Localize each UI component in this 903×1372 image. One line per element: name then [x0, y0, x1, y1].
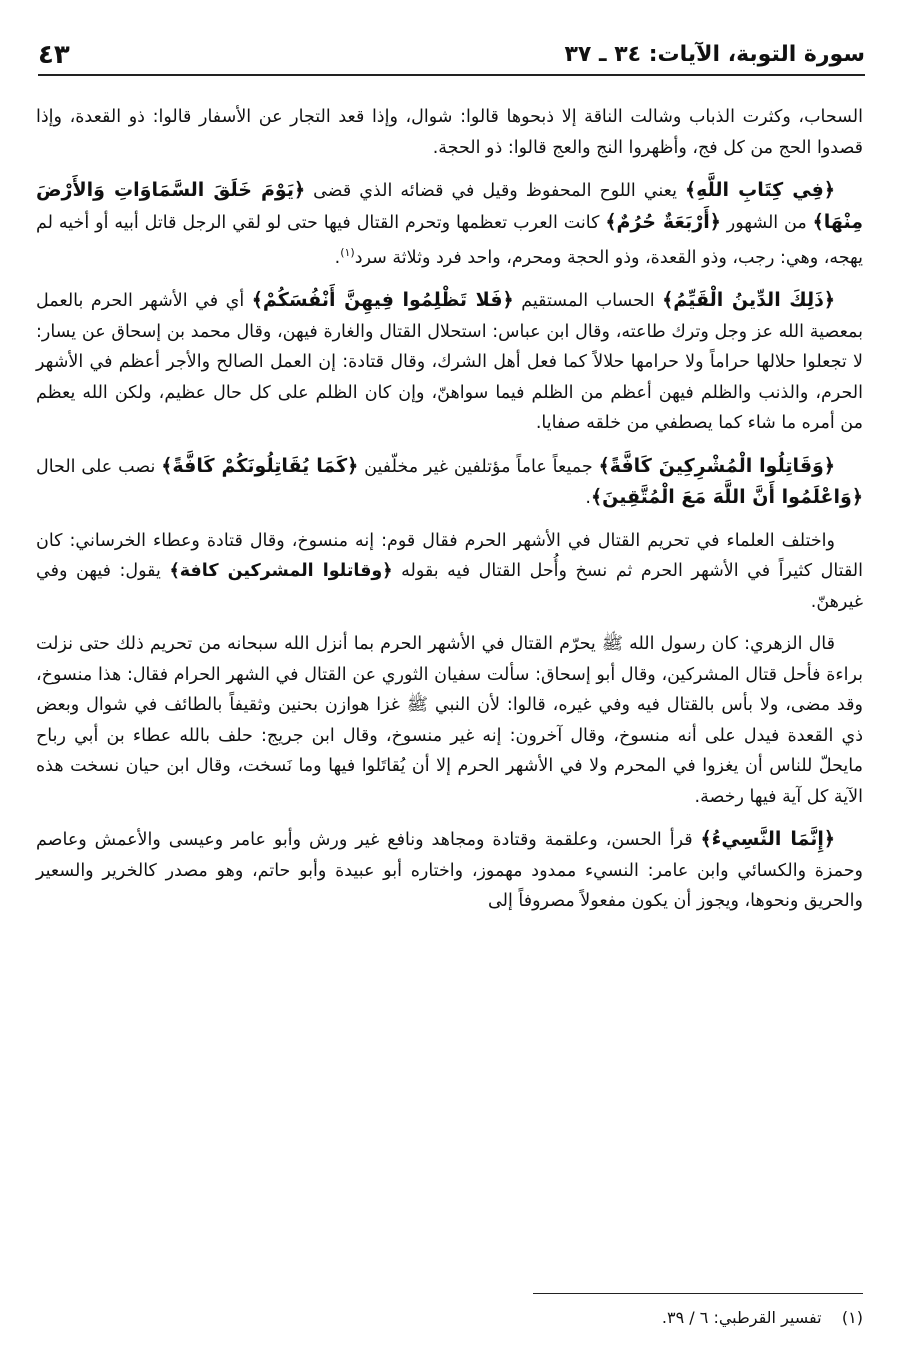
quran-quote: ﴿وَاعْلَمُوا أَنَّ اللَّهَ مَعَ الْمُتَّقِينَ﴾ [590, 486, 863, 509]
paragraph [36, 102, 863, 163]
surah-title: سورة التوبة، الآيات: ٣٤ ـ ٣٧ [564, 42, 865, 67]
paragraph [36, 175, 863, 273]
page-header [38, 42, 865, 76]
text-segment: نصب على الحال [36, 456, 162, 477]
paragraph [36, 629, 863, 812]
text-segment: السحاب، وكثرت الذباب وشالت الناقة إلا ذبحوها قالوا: شوال، وإذا قعد التجار عن الأسفار قالوا: ذو القعدة، وإذا قصدوا الحج من كل فج، وأظهروا النج والعج قالوا: ذو الحجة. [36, 107, 863, 158]
text-segment: . [585, 488, 591, 509]
footnote-text: تفسير القرطبي: ٦ / ٣٩. [661, 1308, 822, 1327]
text-segment: يعني اللوح المحفوظ وقيل في قضائه الذي قضى [305, 181, 685, 201]
paragraph [36, 285, 863, 439]
quran-quote: ﴿ذَلِكَ الدِّينُ الْقَيِّمُ﴾ [662, 289, 836, 312]
text-segment: قال الزهري: كان رسول الله ﷺ يحرّم القتال في الأشهر الحرم بما أنزل الله سبحانه من تحريم ذلك حتى نزلت براءة فأحل قتال المشركين، وقال أبو إسحاق: سألت سفيان الثوري عن القتال في الشهر الحرام فقال: هذا منسوخ، وقد مضى، ولا بأس بالقتال فيه وفي غيره، قالوا: لأن النبي ﷺ غزا هوازن بحنين وثقيفاً بالطائف في شوال وبعض ذي القعدة فيدل على أنه منسوخ، وقال آخرون: إنه غير منسوخ، وقال ابن جريج: حلف بالله عطاء بن أبي رباح مايحلّ للناس أن يغزوا في المحرم ولا في الأشهر الحرم إلا أن يُقاتَلوا فيها وما نَسخت، وقال ابن حيان نسخت هذه الآية كل آية فيها رخصة. [36, 634, 863, 807]
quran-quote: ﴿وَقَاتِلُوا الْمُشْرِكِينَ كَافَّةً﴾ [598, 454, 835, 477]
text-segment: واختلف العلماء في تحريم القتال في الأشهر الحرم فقال قوم: إنه منسوخ، وقال قتادة وعطاء الخرساني: كان القتال كثيراً في الأشهر الحرم ثم نسخ وأُحل القتال فيه بقوله [36, 530, 864, 582]
page-number: ٤٣ [38, 40, 70, 70]
text-segment: . [334, 247, 341, 268]
text-segment: الحساب المستقيم [513, 291, 663, 312]
paragraph [36, 451, 863, 514]
text-segment: كانت العرب تعظمها وتحرم القتال فيها حتى لو لقي الرجل قاتل أبيه أو أخيه لم يهجه، وهي: رجب، وذو القعدة، وذو الحجة ومحرم، واحد فرد وثلاثة سرد [36, 212, 863, 268]
text-segment: يقول: فيهن وفي غيرهنّ. [36, 561, 863, 612]
footnote-ref: (١) [340, 246, 355, 259]
footnote-divider [533, 1293, 863, 1294]
text-segment: جميعاً عاماً مؤتلفين غير مخلّفين [358, 456, 599, 477]
quran-quote: ﴿أَرْبَعَةٌ حُرُمٌ﴾ [605, 210, 721, 233]
paragraph [36, 824, 863, 917]
quran-quote: ﴿كَمَا يُقَاتِلُونَكُمْ كَافَّةً﴾ [161, 454, 359, 477]
body-text [36, 102, 863, 929]
footnote-marker: (١) [841, 1308, 863, 1327]
paragraph [36, 526, 863, 618]
text-segment: أي في الأشهر الحرم بالعمل بمعصية الله عز وجل وترك طاعته، وقال ابن عباس: استحلال القتال والغارة فيهن، وقال محمد بن إسحاق عن يسار: لا تجعلوا حلالها حراماً ولا حرامها حلالاً كما فعل أهل الشرك، وقال قتادة: إن العمل الصالح والأجر أعظم في الأشهر الحرم، والذنب والظلم فيهن أعظم من الظلم فيما سواهنّ، وإن كان الظلم على كل حال عظيم، ولكن الله يعظم من أمره ما شاء كما يصطفي من خلقه صفايا. [36, 291, 863, 434]
footnote [662, 1308, 863, 1327]
quran-quote: ﴿فِي كِتَابِ اللَّهِ﴾ [684, 179, 835, 201]
quran-quote: ﴿يَوْمَ خَلَقَ السَّمَاوَاتِ وَالأَرْضَ مِنْهَا﴾ [36, 179, 863, 233]
bold-quote: ﴿وقاتلوا المشركين كافة﴾ [169, 561, 393, 582]
quran-quote: ﴿فَلا تَظْلِمُوا فِيهِنَّ أَنْفُسَكُمْ﴾ [251, 289, 514, 312]
quran-quote: ﴿إِنَّمَا النَّسِيءُ﴾ [700, 828, 836, 851]
text-segment: قرأ الحسن، وعلقمة وقتادة ومجاهد ونافع غير ورش وأبو عامر وعيسى والأعمش وعاصم وحمزة والكسائي وابن عامر: النسيء ممدود مهموز، واختاره أبو عبيدة وأبو حاتم، وهو مصدر كالخرير والسعير والحريق ونحوها، ويجوز أن يكون مفعولاً مصروفاً إلى [36, 830, 863, 912]
text-segment: من الشهور [720, 212, 813, 233]
